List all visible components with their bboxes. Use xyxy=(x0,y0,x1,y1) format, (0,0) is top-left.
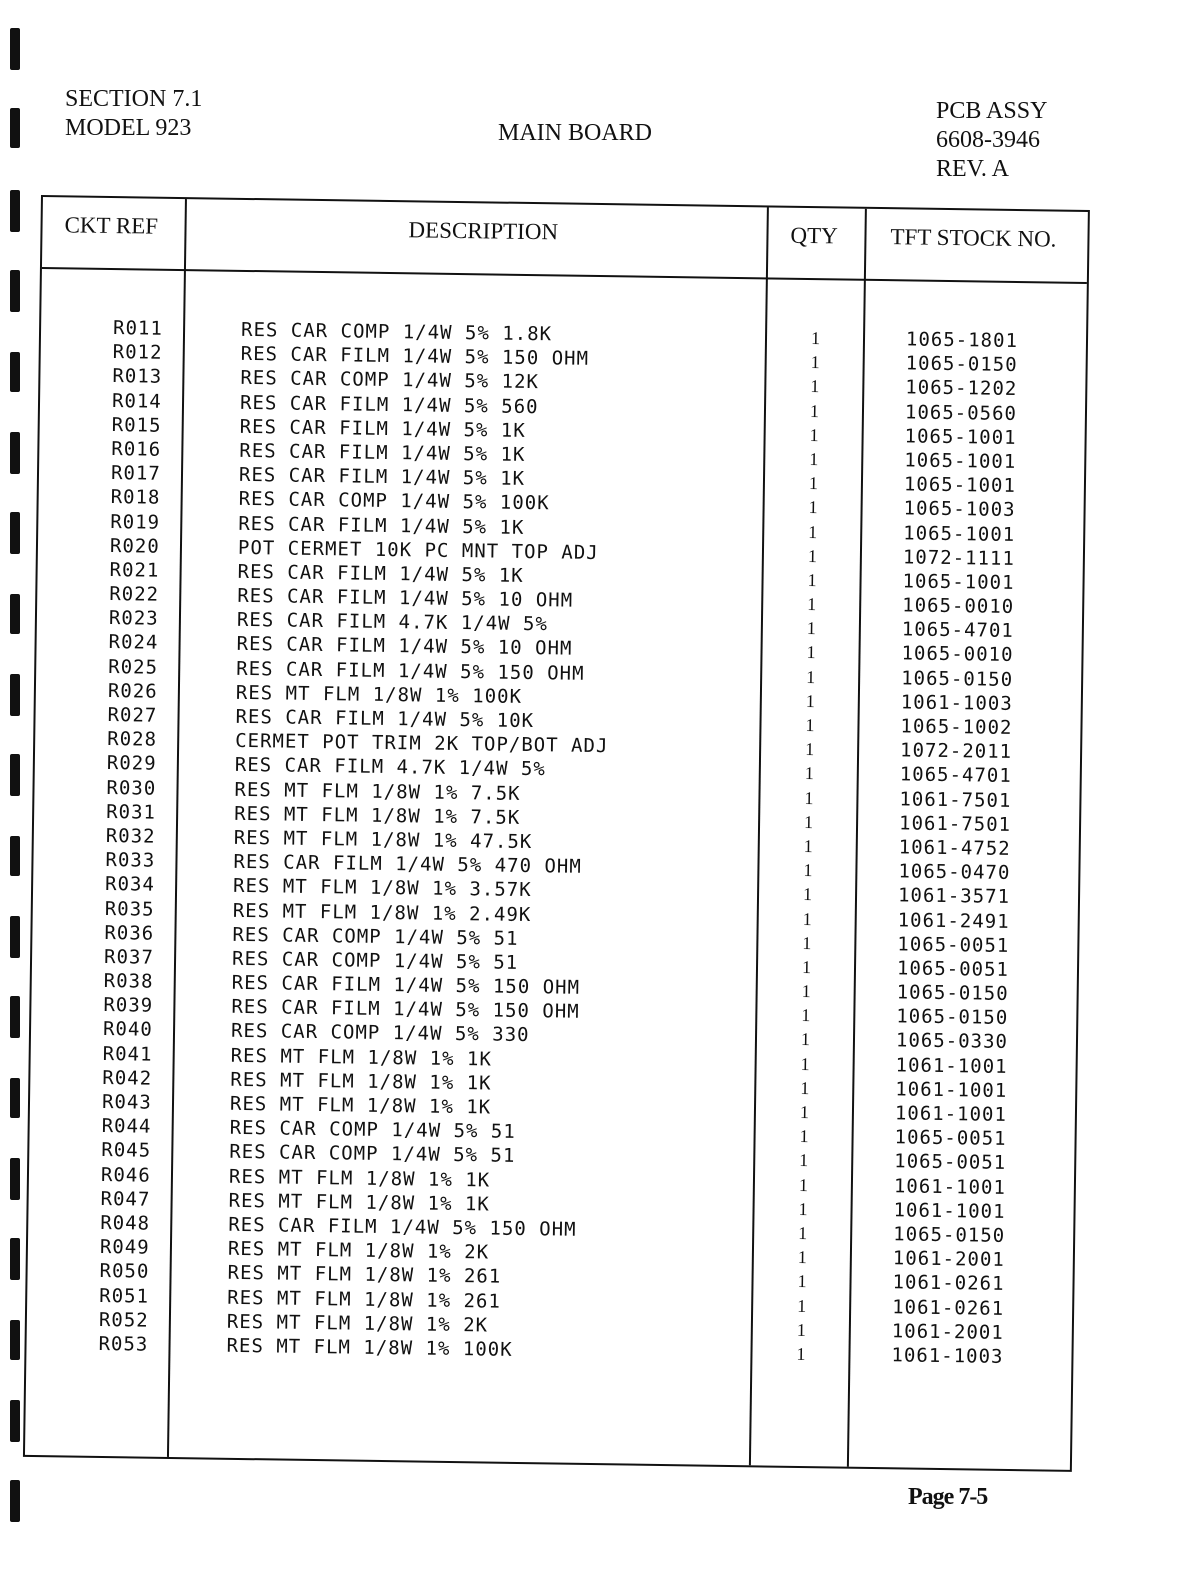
ckt-ref-cell: R035 xyxy=(104,897,155,921)
ckt-ref-cell: R048 xyxy=(100,1211,151,1235)
description-cell: RES MT FLM 1/8W 1% 2.49K xyxy=(232,899,532,926)
description-cell: RES CAR FILM 1/4W 5% 560 xyxy=(239,391,539,418)
description-cell: RES CAR FILM 1/4W 5% 150 OHM xyxy=(231,996,580,1024)
description-cell: RES CAR FILM 1/4W 5% 1K xyxy=(239,415,526,442)
qty-cell: 1 xyxy=(805,739,816,760)
ckt-ref-cell: R037 xyxy=(103,945,155,969)
ckt-ref-cell: R041 xyxy=(102,1042,153,1066)
description-cell: RES MT FLM 1/8W 1% 100K xyxy=(235,681,523,708)
description-cell: RES CAR COMP 1/4W 5% 51 xyxy=(229,1141,516,1168)
parts-rows xyxy=(26,315,1086,1370)
ckt-ref-cell: R036 xyxy=(104,921,155,945)
assembly-header xyxy=(936,97,1047,184)
qty-cell: 1 xyxy=(797,1247,809,1268)
description-cell: RES MT FLM 1/8W 1% 1K xyxy=(230,1044,493,1071)
qty-cell: 1 xyxy=(806,642,817,663)
stock-no-cell: 1061-0261 xyxy=(892,1295,1005,1320)
qty-cell: 1 xyxy=(797,1295,808,1316)
stock-no-cell: 1065-1202 xyxy=(905,376,1018,401)
description-cell: CERMET POT TRIM 2K TOP/BOT ADJ xyxy=(235,730,609,758)
qty-cell: 1 xyxy=(808,521,819,542)
parts-list-table xyxy=(23,195,1090,1472)
qty-cell: 1 xyxy=(808,473,820,494)
qty-cell: 1 xyxy=(809,424,820,445)
column-header-stock-no: TFT STOCK NO. xyxy=(890,224,1057,252)
stock-no-cell: 1065-0010 xyxy=(901,642,1014,667)
ckt-ref-cell: R026 xyxy=(107,679,158,703)
stock-no-cell: 1065-0150 xyxy=(905,352,1018,377)
qty-cell: 1 xyxy=(809,448,820,470)
ckt-ref-cell: R016 xyxy=(111,437,162,461)
stock-no-cell: 1061-2491 xyxy=(897,908,1010,933)
qty-cell: 1 xyxy=(804,787,815,808)
stock-no-cell: 1061-1001 xyxy=(893,1199,1006,1223)
ckt-ref-cell: R013 xyxy=(112,365,163,389)
stock-no-cell: 1065-1001 xyxy=(904,425,1017,449)
description-cell: RES MT FLM 1/8W 1% 1K xyxy=(229,1092,492,1119)
qty-cell: 1 xyxy=(806,618,818,639)
stock-no-cell: 1065-0150 xyxy=(896,1005,1009,1030)
qty-cell: 1 xyxy=(801,1005,812,1026)
stock-no-cell: 1065-1002 xyxy=(900,715,1013,739)
stock-no-cell: 1065-1001 xyxy=(903,521,1016,546)
qty-cell: 1 xyxy=(802,932,813,953)
description-cell: RES MT FLM 1/8W 1% 2K xyxy=(227,1237,490,1264)
description-cell: RES MT FLM 1/8W 1% 100K xyxy=(226,1334,513,1361)
stock-no-cell: 1061-1001 xyxy=(893,1174,1007,1199)
description-cell: RES CAR FILM 4.7K 1/4W 5% xyxy=(234,754,546,781)
ckt-ref-cell: R017 xyxy=(110,462,161,485)
qty-cell: 1 xyxy=(804,763,815,784)
board-title: MAIN BOARD xyxy=(498,120,653,146)
ckt-ref-cell: R034 xyxy=(104,873,156,897)
stock-no-cell: 1061-7501 xyxy=(899,787,1012,812)
description-cell: RES CAR FILM 1/4W 5% 10 OHM xyxy=(236,633,573,661)
description-cell: RES CAR FILM 1/4W 5% 150 OHM xyxy=(228,1213,577,1241)
ckt-ref-cell: R047 xyxy=(100,1187,151,1211)
description-cell: RES MT FLM 1/8W 1% 1K xyxy=(228,1165,491,1192)
ckt-ref-cell: R015 xyxy=(111,413,162,437)
description-cell: RES MT FLM 1/8W 1% 261 xyxy=(227,1286,502,1313)
ckt-ref-cell: R044 xyxy=(101,1115,152,1138)
description-cell: RES CAR FILM 1/4W 5% 1K xyxy=(239,439,526,466)
description-cell: RES CAR FILM 1/4W 5% 1K xyxy=(238,512,525,539)
assembly-label: PCB ASSY xyxy=(936,98,1048,124)
stock-no-cell: 1065-1001 xyxy=(903,473,1017,498)
qty-cell: 1 xyxy=(798,1222,809,1244)
stock-no-cell: 1065-0051 xyxy=(894,1126,1007,1151)
ckt-ref-cell: R030 xyxy=(106,776,157,800)
stock-no-cell: 1065-4701 xyxy=(901,618,1014,643)
stock-no-cell: 1061-1001 xyxy=(894,1102,1008,1126)
qty-cell: 1 xyxy=(797,1271,808,1292)
description-cell: RES MT FLM 1/8W 1% 1K xyxy=(228,1189,490,1216)
ckt-ref-cell: R022 xyxy=(109,583,160,606)
description-cell: RES CAR FILM 4.7K 1/4W 5% xyxy=(236,609,549,636)
ckt-ref-cell: R023 xyxy=(108,607,159,630)
ckt-ref-cell: R018 xyxy=(110,486,161,510)
qty-cell: 1 xyxy=(807,594,818,615)
qty-cell: 1 xyxy=(801,956,813,977)
ckt-ref-cell: R024 xyxy=(108,631,159,655)
description-cell: RES CAR COMP 1/4W 5% 330 xyxy=(230,1020,530,1047)
stock-no-cell: 1065-0150 xyxy=(893,1223,1006,1247)
qty-cell: 1 xyxy=(803,811,815,832)
header-divider xyxy=(42,267,1087,284)
ckt-ref-cell: R011 xyxy=(112,317,164,340)
ckt-ref-cell: R052 xyxy=(98,1308,149,1332)
assembly-number: 6608-3946 xyxy=(936,127,1040,153)
description-cell: RES MT FLM 1/8W 1% 3.57K xyxy=(232,875,532,902)
description-cell: RES CAR COMP 1/4W 5% 51 xyxy=(231,947,519,974)
qty-cell: 1 xyxy=(805,714,816,736)
qty-cell: 1 xyxy=(805,690,816,711)
stock-no-cell: 1065-0150 xyxy=(901,666,1014,691)
stock-no-cell: 1065-1001 xyxy=(902,570,1015,594)
stock-no-cell: 1061-7501 xyxy=(898,812,1012,836)
stock-no-cell: 1065-0470 xyxy=(898,860,1011,885)
description-cell: RES CAR COMP 1/4W 5% 100K xyxy=(238,488,550,515)
qty-cell: 1 xyxy=(799,1150,810,1171)
model-label: MODEL 923 xyxy=(65,115,192,141)
stock-no-cell: 1061-4752 xyxy=(898,836,1011,860)
stock-no-cell: 1061-0261 xyxy=(892,1271,1005,1296)
stock-no-cell: 1065-0051 xyxy=(897,933,1010,957)
ckt-ref-cell: R038 xyxy=(103,970,154,993)
column-header-qty: QTY xyxy=(790,222,838,249)
stock-no-cell: 1065-0330 xyxy=(895,1029,1009,1054)
description-cell: RES CAR FILM 1/4W 5% 150 OHM xyxy=(236,657,585,685)
qty-cell: 1 xyxy=(810,352,821,373)
ckt-ref-cell: R039 xyxy=(103,994,154,1017)
binding-holes xyxy=(10,0,22,1576)
qty-cell: 1 xyxy=(801,981,812,1002)
ckt-ref-cell: R027 xyxy=(107,704,158,727)
description-cell: RES CAR FILM 1/4W 5% 470 OHM xyxy=(233,850,582,878)
qty-cell: 1 xyxy=(807,545,819,566)
description-cell: RES MT FLM 1/8W 1% 7.5K xyxy=(234,778,521,805)
description-cell: RES CAR FILM 1/4W 5% 1K xyxy=(238,463,526,491)
qty-cell: 1 xyxy=(802,908,813,929)
stock-no-cell: 1065-0560 xyxy=(904,400,1018,425)
description-cell: POT CERMET 10K PC MNT TOP ADJ xyxy=(237,536,599,564)
ckt-ref-cell: R050 xyxy=(99,1260,150,1283)
stock-no-cell: 1065-1001 xyxy=(904,449,1017,473)
ckt-ref-cell: R051 xyxy=(99,1284,150,1308)
description-cell: RES CAR FILM 1/4W 5% 10 OHM xyxy=(237,584,574,612)
description-cell: RES CAR COMP 1/4W 5% 12K xyxy=(240,367,540,394)
stock-no-cell: 1061-3571 xyxy=(897,884,1011,909)
qty-cell: 1 xyxy=(800,1029,812,1050)
description-cell: RES CAR COMP 1/4W 5% 1.8K xyxy=(240,318,553,346)
column-header-description: DESCRIPTION xyxy=(408,217,559,245)
qty-cell: 1 xyxy=(800,1053,811,1074)
stock-no-cell: 1065-1801 xyxy=(905,328,1019,352)
stock-no-cell: 1061-1003 xyxy=(900,691,1013,715)
ckt-ref-cell: R045 xyxy=(101,1139,152,1163)
stock-no-cell: 1065-0150 xyxy=(896,981,1009,1005)
ckt-ref-cell: R012 xyxy=(112,341,163,364)
description-cell: RES CAR COMP 1/4W 5% 51 xyxy=(229,1116,516,1144)
description-cell: RES MT FLM 1/8W 1% 261 xyxy=(227,1262,502,1289)
description-cell: RES MT FLM 1/8W 1% 47.5K xyxy=(233,826,533,854)
revision-label: REV. A xyxy=(936,156,1009,182)
section-model-header xyxy=(65,85,202,143)
stock-no-cell: 1061-2001 xyxy=(891,1319,1004,1344)
description-cell: RES MT FLM 1/8W 1% 7.5K xyxy=(234,802,521,829)
stock-no-cell: 1072-2011 xyxy=(899,739,1013,764)
stock-no-cell: 1065-4701 xyxy=(899,763,1012,788)
stock-no-cell: 1061-1001 xyxy=(895,1053,1008,1078)
ckt-ref-cell: R029 xyxy=(106,752,157,776)
qty-cell: 1 xyxy=(802,884,814,905)
ckt-ref-cell: R021 xyxy=(109,558,160,582)
qty-cell: 1 xyxy=(800,1077,811,1098)
stock-no-cell: 1061-2001 xyxy=(892,1247,1005,1272)
stock-no-cell: 1065-0051 xyxy=(896,957,1010,981)
qty-cell: 1 xyxy=(807,569,818,591)
qty-cell: 1 xyxy=(803,835,814,857)
stock-no-cell: 1065-1003 xyxy=(903,497,1016,522)
ckt-ref-cell: R031 xyxy=(106,800,157,824)
qty-cell: 1 xyxy=(799,1101,811,1123)
column-header-ckt-ref: CKT REF xyxy=(64,212,159,239)
description-cell: RES CAR FILM 1/4W 5% 150 OHM xyxy=(240,343,590,371)
description-cell: RES CAR FILM 1/4W 5% 150 OHM xyxy=(231,971,581,999)
qty-cell: 1 xyxy=(799,1126,810,1147)
ckt-ref-cell: R043 xyxy=(101,1090,152,1114)
qty-cell: 1 xyxy=(810,376,821,397)
qty-cell: 1 xyxy=(803,860,814,881)
description-cell: RES CAR FILM 1/4W 5% 10K xyxy=(235,705,535,733)
qty-cell: 1 xyxy=(806,666,817,687)
ckt-ref-cell: R053 xyxy=(98,1332,149,1356)
ckt-ref-cell: R020 xyxy=(109,534,160,558)
qty-cell: 1 xyxy=(810,328,822,349)
description-cell: RES MT FLM 1/8W 1% 1K xyxy=(230,1068,492,1095)
qty-cell: 1 xyxy=(808,497,819,518)
qty-cell: 1 xyxy=(809,400,821,421)
ckt-ref-cell: R019 xyxy=(110,510,161,534)
ckt-ref-cell: R025 xyxy=(108,655,159,679)
qty-cell: 1 xyxy=(796,1343,807,1364)
description-cell: RES CAR COMP 1/4W 5% 51 xyxy=(232,923,519,950)
qty-cell: 1 xyxy=(798,1174,810,1195)
description-cell: RES MT FLM 1/8W 1% 2K xyxy=(226,1310,489,1337)
stock-no-cell: 1065-0051 xyxy=(894,1150,1007,1175)
qty-cell: 1 xyxy=(798,1198,809,1219)
ckt-ref-cell: R040 xyxy=(102,1018,153,1042)
ckt-ref-cell: R014 xyxy=(111,389,162,413)
ckt-ref-cell: R033 xyxy=(105,849,156,872)
ckt-ref-cell: R049 xyxy=(99,1236,150,1259)
stock-no-cell: 1072-1111 xyxy=(902,546,1016,570)
qty-cell: 1 xyxy=(796,1319,807,1340)
ckt-ref-cell: R032 xyxy=(105,824,156,848)
ckt-ref-cell: R042 xyxy=(102,1066,153,1090)
section-label: SECTION 7.1 xyxy=(65,86,203,112)
ckt-ref-cell: R028 xyxy=(107,728,158,751)
ckt-ref-cell: R046 xyxy=(100,1163,151,1187)
description-cell: RES CAR FILM 1/4W 5% 1K xyxy=(237,560,524,587)
stock-no-cell: 1061-1001 xyxy=(895,1078,1008,1102)
stock-no-cell: 1061-1003 xyxy=(891,1344,1004,1368)
stock-no-cell: 1065-0010 xyxy=(902,594,1015,619)
page-number: Page 7-5 xyxy=(908,1484,988,1510)
